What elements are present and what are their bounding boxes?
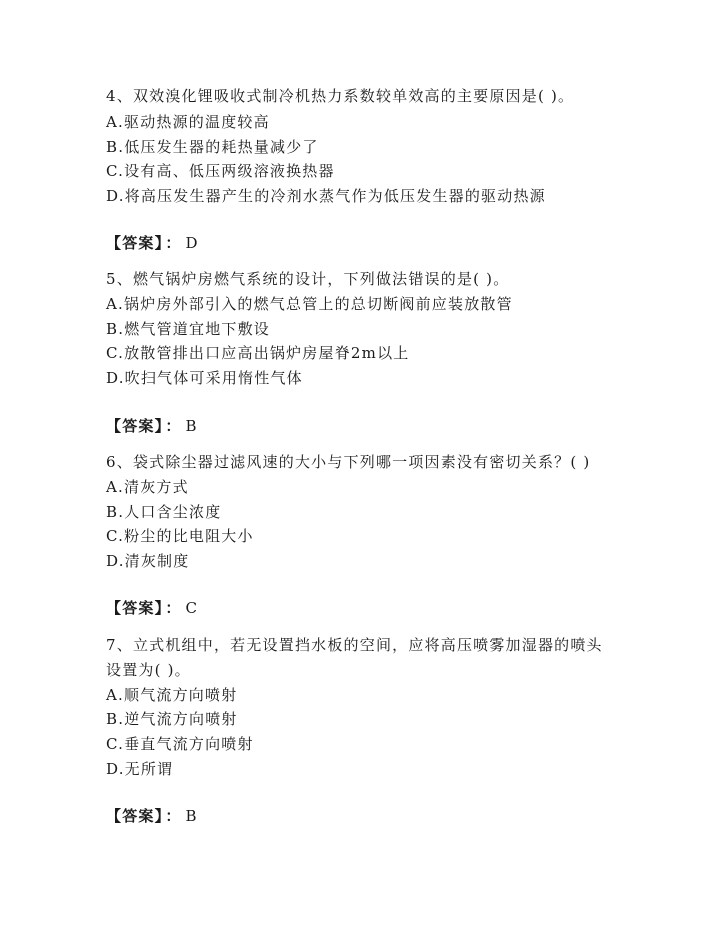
answer-value: B xyxy=(185,807,198,825)
answer-separator: ： xyxy=(165,234,182,252)
answer-value: C xyxy=(185,599,199,617)
answer-value: B xyxy=(185,417,198,435)
question-5-option-b: B.燃气管道宜地下敷设 xyxy=(106,320,270,338)
answer-label: 【答案】 xyxy=(106,807,164,825)
question-7-option-c: C.垂直气流方向喷射 xyxy=(106,735,254,753)
question-4-stem: 4、双效溴化锂吸收式制冷机热力系数较单效高的主要原因是( )。 xyxy=(106,87,575,105)
question-7-answer xyxy=(106,806,198,826)
answer-value: D xyxy=(185,234,199,252)
question-5-option-d: D.吹扫气体可采用惰性气体 xyxy=(106,369,303,387)
question-6-option-d: D.清灰制度 xyxy=(106,552,190,570)
question-7-option-d: D.无所谓 xyxy=(106,760,174,778)
question-5-stem: 5、燃气锅炉房燃气系统的设计，下列做法错误的是( )。 xyxy=(106,270,510,288)
question-4-option-b: B.低压发生器的耗热量减少了 xyxy=(106,138,319,156)
question-6-option-b: B.人口含尘浓度 xyxy=(106,503,222,521)
question-5-answer xyxy=(106,416,198,436)
question-6-stem: 6、袋式除尘器过滤风速的大小与下列哪一项因素没有密切关系？( ) xyxy=(106,453,591,471)
answer-label: 【答案】 xyxy=(106,599,164,617)
answer-label: 【答案】 xyxy=(106,234,164,252)
question-4-option-c: C.设有高、低压两级溶液换热器 xyxy=(106,162,335,180)
answer-separator: ： xyxy=(165,807,182,825)
answer-label: 【答案】 xyxy=(106,417,164,435)
question-7-stem-line-2: 设置为( )。 xyxy=(106,661,191,679)
question-7-stem-line-1: 7、立式机组中，若无设置挡水板的空间，应将高压喷雾加湿器的喷头 xyxy=(106,636,603,654)
question-4-option-d: D.将高压发生器产生的冷剂水蒸气作为低压发生器的驱动热源 xyxy=(106,187,546,205)
question-4-answer xyxy=(106,233,199,253)
question-6-option-a: A.清灰方式 xyxy=(106,478,189,496)
question-5-option-c: C.放散管排出口应高出锅炉房屋脊2m以上 xyxy=(106,344,410,362)
question-6-option-c: C.粉尘的比电阻大小 xyxy=(106,527,254,545)
question-4-option-a: A.驱动热源的温度较高 xyxy=(106,113,270,131)
answer-separator: ： xyxy=(165,599,182,617)
question-7-option-b: B.逆气流方向喷射 xyxy=(106,710,238,728)
question-7-option-a: A.顺气流方向喷射 xyxy=(106,686,238,704)
question-6-answer xyxy=(106,598,198,618)
question-5-option-a: A.锅炉房外部引入的燃气总管上的总切断阀前应装放散管 xyxy=(106,295,513,313)
answer-separator: ： xyxy=(165,417,182,435)
